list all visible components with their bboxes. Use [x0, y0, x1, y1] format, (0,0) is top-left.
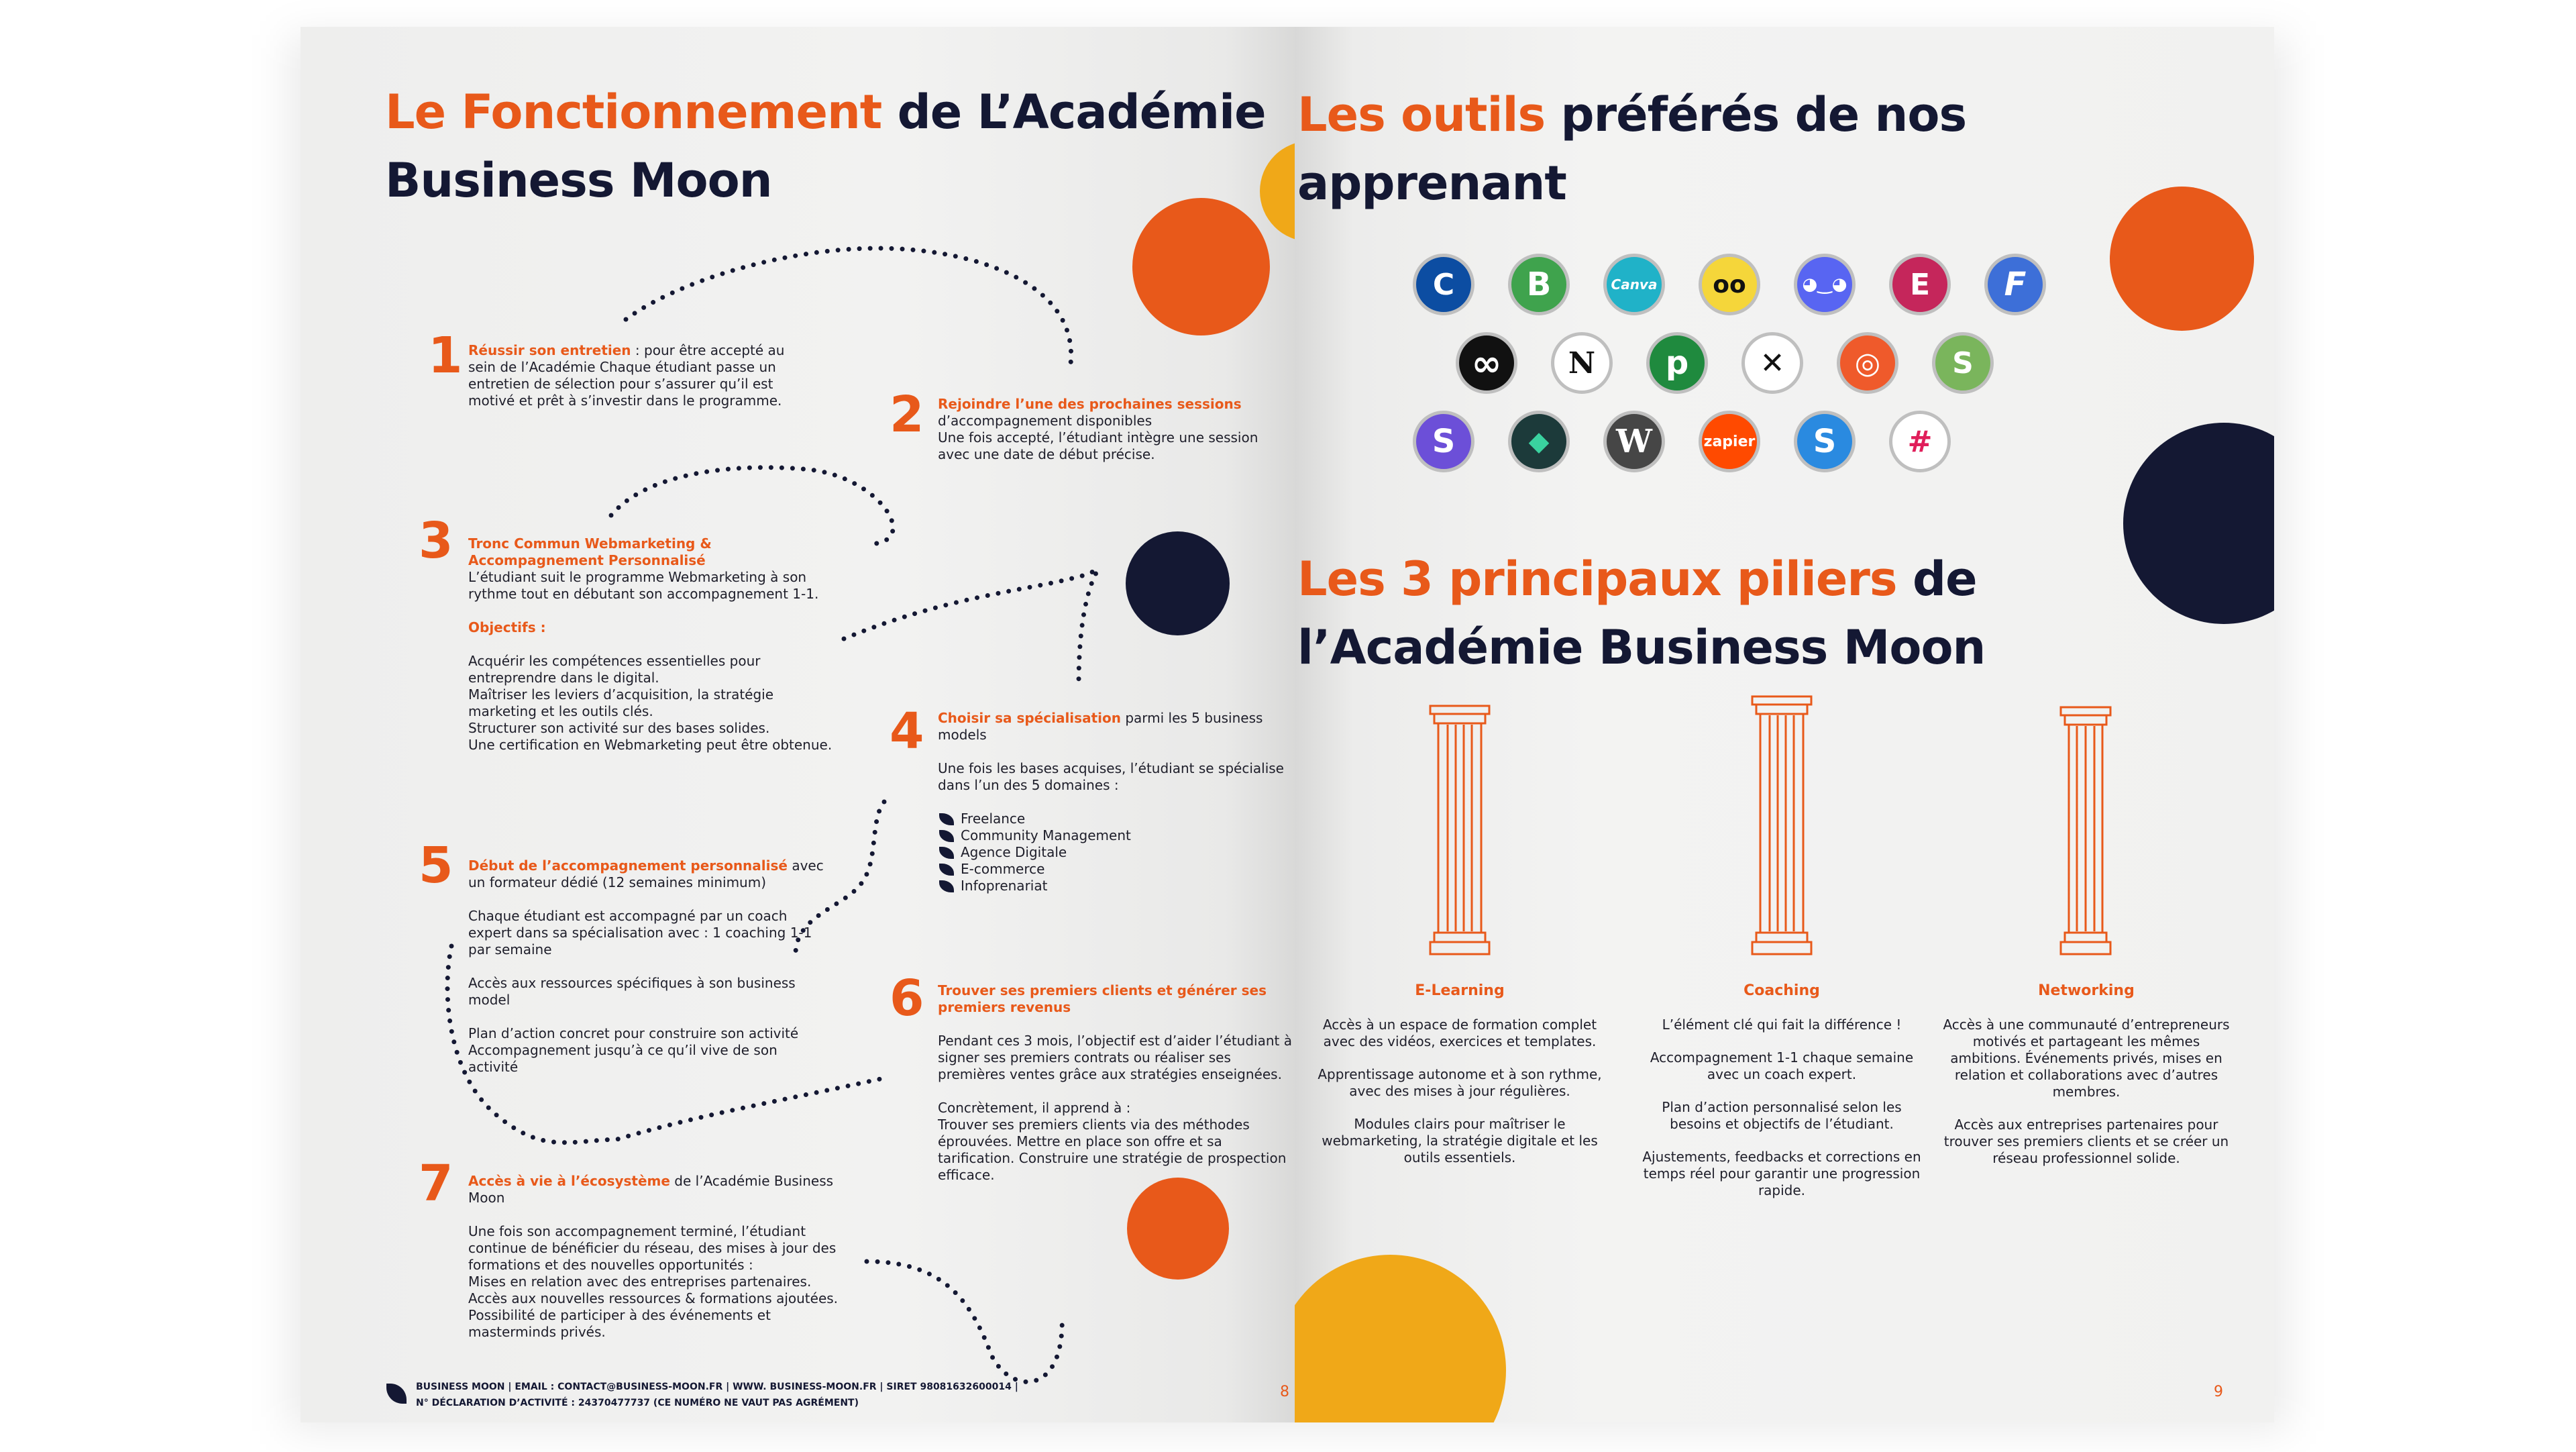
elementor-icon: E — [1889, 254, 1951, 315]
tools-title: Les outils préférés de nos apprenant — [1297, 87, 1967, 211]
list-item: E-commerce — [961, 861, 1287, 878]
goto-icon: oo — [1699, 254, 1760, 315]
pillar-coaching: Coaching L’élément clé qui fait la différence ! Accompagnement 1-1 chaque semaine avec un coach expert. Plan d’action personnalisé selon les besoins et objectifs de l’étudiant. Ajustements, feedbacks et corrections en temps réel pour garantir une progression rapide. — [1642, 982, 1921, 1198]
orange-circle-decoration — [2110, 187, 2254, 331]
b-letter-icon: B — [1508, 254, 1570, 315]
wordpress-icon: W — [1603, 411, 1665, 472]
navy-circle-decoration — [2123, 423, 2274, 624]
leaf-icon — [939, 880, 954, 892]
leaf-icon — [939, 830, 954, 842]
leaf-icon — [939, 813, 954, 825]
step-2-text: Rejoindre l’une des prochaines sessions d’accompagnement disponibles Une fois accepté, l’étudiant intègre une session avec une date de début précise. — [938, 396, 1258, 462]
left-page — [301, 27, 1295, 1422]
filmora-icon: ◆ — [1508, 411, 1570, 472]
step-6-text: Trouver ses premiers clients et générer ses premiers revenus Pendant ces 3 mois, l’objectif est d’aider l’étudiant à signer ses premiers contrats ou réaliser ses premières ventes grâce aux stratégies enseignées. Concrètement, il apprend à : Trouver ses premiers clients via des méthodes éprouvées. Mettre en place son offre et sa tarification. Construire une stratégie de prospection efficace. — [938, 982, 1292, 1183]
list-item: Agence Digitale — [961, 844, 1287, 861]
list-item: Freelance — [961, 811, 1287, 827]
right-page — [1295, 27, 2274, 1422]
s-blue-icon: S — [1794, 411, 1856, 472]
step-7-number: 7 — [419, 1155, 453, 1212]
pillar-networking: Networking Accès à une communauté d’entrepreneurs motivés et partageant les mêmes ambitions. Événements privés, mises en relation et collaborations avec d’autres membres. Accès aux entreprises partenaires pour trouver ses premiers clients et se créer un réseau professionnel solide. — [1943, 982, 2230, 1166]
semrush-icon: ◎ — [1837, 332, 1898, 394]
leaf-icon — [939, 864, 954, 876]
leaf-icon — [939, 847, 954, 859]
pillars-title: Les 3 principaux piliers de l’Académie Business Moon — [1297, 552, 1986, 675]
notion-icon: N — [1551, 332, 1613, 394]
pillar-icon — [1426, 705, 1493, 957]
p-letter-icon: p — [1646, 332, 1708, 394]
discord-icon: ◕‿◕ — [1794, 254, 1856, 315]
step-3-text: Tronc Commun Webmarketing & Accompagnement Personnalisé L’étudiant suit le programme Webmarketing à son rythme tout en débutant son accompagnement 1-1. Objectifs : Acquérir les compétences essentielles pour entreprendre dans le digital. Maîtriser les leviers d’acquisition, la stratégie marketing et les outils clés. Structurer son activité sur des bases solides. Une certification en Webmarketing peut être obtenue. — [468, 535, 833, 753]
yellow-circle-decoration — [1295, 1255, 1506, 1422]
list-item: Infoprenariat — [961, 878, 1287, 894]
pillar-e-learning: E-Learning Accès à un espace de formation complet avec des vidéos, exercices et templates. Apprentissage autonome et à son rythme, avec des mises à jour régulières. Modules clairs pour maîtriser le webmarketing, la stratégie digitale et les outils essentiels. — [1318, 982, 1602, 1165]
list-item: Community Management — [961, 827, 1287, 844]
domains-list — [938, 811, 1287, 894]
slack-icon: # — [1889, 411, 1951, 472]
footer: BUSINESS MOON | EMAIL : CONTACT@BUSINESS-MOON.FR | WWW. BUSINESS-MOON.FR | SIRET 98081632600014 | N° DÉCLARATION D’ACTIVITÉ : 24370477737 (CE NUMÉRO NE VAUT PAS AGRÉMENT) — [416, 1382, 1018, 1408]
canva-icon: Canva — [1603, 254, 1665, 315]
step-1-number: 1 — [428, 327, 463, 384]
infinity-icon: ∞ — [1456, 332, 1517, 394]
step-6-number: 6 — [890, 970, 924, 1027]
step-7-text: Accès à vie à l’écosystème de l’Académie Business Moon Une fois son accompagnement terminé, l’étudiant continue de bénéficier du réseau, des mises à jour des formations et des nouvelles opportunités : Mises en relation avec des entreprises partenaires. Accès aux nouvelles ressources & formations ajoutées. Possibilité de participer à des événements et masterminds privés. — [468, 1173, 839, 1340]
step-1-text: Réussir son entretien : pour être accepté au sein de l’Académie Chaque étudiant passe un entretien de sélection pour s’assurer qu’il est motivé et prêt à s’investir dans le programme. — [468, 342, 785, 409]
step-3-number: 3 — [419, 512, 453, 570]
f-letter-icon: F — [1984, 254, 2046, 315]
step-2-number: 2 — [890, 386, 924, 444]
shopify-icon: S — [1932, 332, 1994, 394]
zapier-icon: zapier — [1699, 411, 1760, 472]
pillar-icon — [2057, 706, 2114, 955]
c-circle-icon: C — [1413, 254, 1474, 315]
s-purple-icon: S — [1413, 411, 1474, 472]
step-5-text: Début de l’accompagnement personnalisé avec un formateur dédié (12 semaines minimum) Chaque étudiant est accompagné par un coach expert dans sa spécialisation avec : 1 coaching 1-1 par semaine Accès aux ressources spécifiques à son business model Plan d’action concret pour construire son activité Accompagnement jusqu’à ce qu’il vive de son activité — [468, 858, 824, 1075]
x-knot-icon: ✕ — [1741, 332, 1803, 394]
step-4-number: 4 — [890, 703, 924, 760]
page-title: Le Fonctionnement de L’Académie Business Moon — [385, 85, 1266, 208]
step-4-text: Choisir sa spécialisation parmi les 5 business models Une fois les bases acquises, l’étudiant se spécialise dans l’un des 5 domaines : Freelance Community Management Agence Digitale E-commerce Infoprenariat — [938, 710, 1287, 894]
page-number: 9 — [2214, 1384, 2223, 1400]
pillar-icon — [1748, 695, 1815, 957]
step-5-number: 5 — [419, 837, 453, 894]
page-number: 8 — [1280, 1384, 1289, 1400]
